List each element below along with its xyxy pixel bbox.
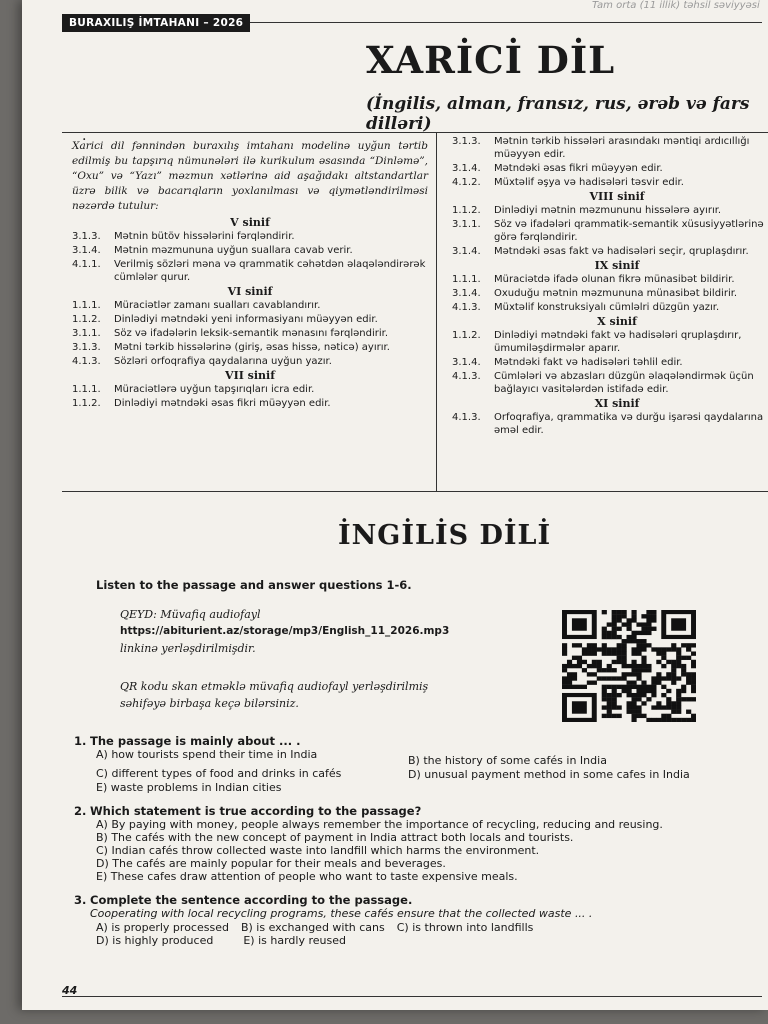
option-a[interactable]: A) how tourists spend their time in India bbox=[96, 748, 318, 761]
page-number: 44 bbox=[62, 984, 78, 997]
option-d[interactable]: D) unusual payment method in some cafes in India bbox=[408, 768, 690, 781]
question-number: 1. bbox=[74, 734, 87, 748]
standard-code: 3.1.4. bbox=[452, 357, 481, 368]
standard-item bbox=[72, 244, 428, 257]
standard-item bbox=[452, 370, 768, 396]
standard-item bbox=[452, 218, 768, 244]
qr-note-line1: QR kodu skan etməklə müvafiq audiofayl yerləşdirilmiş bbox=[120, 680, 429, 693]
option-e[interactable]: E) These cafes draw attention of people who want to taste expensive meals. bbox=[96, 870, 518, 883]
standard-text: Mətnin məzmununa uyğun suallara cavab verir. bbox=[114, 245, 353, 256]
standard-item bbox=[72, 327, 428, 340]
standard-item bbox=[452, 287, 768, 300]
question-1 bbox=[74, 734, 764, 794]
standard-code: 3.1.4. bbox=[452, 163, 481, 174]
standard-item bbox=[452, 273, 768, 286]
standard-text: Dinlədiyi mətndəki yeni informasiyanı müəyyən edir. bbox=[114, 314, 378, 325]
option-e[interactable]: E) waste problems in Indian cities bbox=[96, 781, 282, 794]
standard-text: Dinlədiyi mətnin məzmununu hissələrə ayırır. bbox=[494, 205, 722, 216]
grade-heading: IX sinif bbox=[594, 259, 640, 272]
standard-text: Mətnin bütöv hissələrini fərqləndirir. bbox=[114, 231, 295, 242]
standard-text: Dinlədiyi mətndəki fakt və hadisələri qruplaşdırır, ümumiləşdirmələr aparır. bbox=[494, 330, 742, 354]
standard-text: Mətni tərkib hissələrinə (giriş, əsas hissə, nəticə) ayırır. bbox=[114, 342, 390, 353]
standard-item bbox=[72, 341, 428, 354]
left-grades bbox=[72, 216, 428, 410]
standard-item bbox=[72, 397, 428, 410]
standard-item bbox=[72, 299, 428, 312]
grade-heading: XI sinif bbox=[594, 397, 640, 410]
grade-heading: V sinif bbox=[230, 216, 270, 229]
note-line3: linkinə yerləşdirilmişdir. bbox=[120, 642, 256, 655]
right-grades bbox=[452, 135, 768, 437]
standard-text: Müraciətlərə uyğun tapşırıqları icra edir. bbox=[114, 384, 315, 395]
question-stem: Cooperating with local recycling programs, these cafés ensure that the collected waste ... . bbox=[90, 907, 593, 920]
standard-item bbox=[452, 204, 768, 217]
standard-item bbox=[452, 356, 768, 369]
standard-code: 3.1.3. bbox=[72, 231, 101, 242]
standard-code: 3.1.4. bbox=[72, 245, 101, 256]
standard-item bbox=[452, 245, 768, 258]
listen-instruction: Listen to the passage and answer questions 1-6. bbox=[96, 578, 412, 592]
standard-code: 4.1.2. bbox=[452, 177, 481, 188]
standard-code: 4.1.3. bbox=[452, 371, 481, 382]
page-title: XARİCİ DİL bbox=[366, 38, 616, 82]
intro-paragraph: Xarici dil fənnindən buraxılış imtahanı modelinə uyğun tərtib edilmiş bu tapşırıq nümunələri ilə kurikulum əsasında “Dinləmə”, “Oxu” və “Yazı” məzmun xətlərinə aid aşağıdakı altstandartlar üzrə bilik və bacarıqların yoxlanılması və qiymətləndirilməsi nəzərdə tutulur: bbox=[72, 140, 428, 212]
standard-code: 1.1.2. bbox=[72, 314, 101, 325]
question-number: 3. bbox=[74, 893, 87, 907]
standard-item bbox=[452, 135, 768, 161]
standard-code: 4.1.3. bbox=[72, 356, 101, 367]
option-a[interactable]: A) is properly processed bbox=[96, 921, 229, 934]
standard-item bbox=[452, 162, 768, 175]
question-2 bbox=[74, 804, 764, 883]
option-c[interactable]: C) different types of food and drinks in cafés bbox=[96, 767, 342, 780]
standard-text: Mətndəki əsas fakt və hadisələri seçir, qruplaşdırır. bbox=[494, 246, 749, 257]
question-number: 2. bbox=[74, 804, 87, 818]
footer-rule bbox=[62, 996, 762, 997]
standards-left-column bbox=[72, 139, 428, 411]
standard-item bbox=[72, 230, 428, 243]
grade-heading: VI sinif bbox=[227, 285, 273, 298]
standard-code: 4.1.1. bbox=[72, 259, 101, 270]
standard-code: 3.1.4. bbox=[452, 246, 481, 257]
standard-item bbox=[72, 313, 428, 326]
note-label: QEYD: bbox=[120, 608, 157, 621]
option-d[interactable]: D) The cafés are mainly popular for their meals and beverages. bbox=[96, 857, 446, 870]
standard-code: 4.1.3. bbox=[452, 412, 481, 423]
standard-code: 3.1.3. bbox=[72, 342, 101, 353]
standard-item bbox=[452, 176, 768, 189]
standard-code: 3.1.1. bbox=[72, 328, 101, 339]
question-prompt: Which statement is true according to the passage? bbox=[90, 804, 422, 818]
standards-right-column bbox=[452, 135, 768, 438]
option-c[interactable]: C) is thrown into landfills bbox=[396, 921, 534, 934]
note-line1: Müvafiq audiofayl bbox=[160, 608, 261, 621]
standard-text: Verilmiş sözləri məna və qrammatik cəhətdən əlaqələndirərək cümlələr qurur. bbox=[114, 259, 426, 283]
standard-code: 3.1.4. bbox=[452, 288, 481, 299]
option-d[interactable]: D) is highly produced bbox=[96, 934, 214, 947]
standard-code: 1.1.1. bbox=[72, 384, 101, 395]
grade-heading: VIII sinif bbox=[589, 190, 645, 203]
option-b[interactable]: B) the history of some cafés in India bbox=[408, 754, 607, 767]
standard-item bbox=[72, 355, 428, 368]
standard-text: Dinlədiyi mətndəki əsas fikri müəyyən edir. bbox=[114, 398, 331, 409]
bullet-dot: . bbox=[82, 128, 87, 144]
standard-item bbox=[72, 258, 428, 284]
qr-code-icon[interactable] bbox=[562, 610, 696, 722]
question-prompt: The passage is mainly about ... . bbox=[90, 734, 301, 748]
standard-text: Müxtəlif konstruksiyalı cümləlri düzgün yazır. bbox=[494, 302, 720, 313]
running-head-faint: Tam orta (11 illik) təhsil səviyyəsi bbox=[592, 0, 760, 11]
standard-text: Müraciətdə ifadə olunan fikrə münasibət bildirir. bbox=[494, 274, 735, 285]
standard-text: Mətnin tərkib hissələri arasındakı məntiqi ardıcıllığı müəyyən edir. bbox=[494, 136, 750, 160]
standard-text: Orfoqrafiya, qrammatika və durğu işarəsi qaydalarına əməl edir. bbox=[494, 412, 764, 436]
standard-item bbox=[452, 301, 768, 314]
standard-code: 4.1.3. bbox=[452, 302, 481, 313]
grade-heading: VII sinif bbox=[225, 369, 275, 382]
standard-text: Oxuduğu mətnin məzmununa münasibət bildirir. bbox=[494, 288, 738, 299]
questions-list bbox=[74, 734, 764, 957]
standard-text: Cümlələri və abzasları düzgün əlaqələndirmək üçün bağlayıcı vasitələrdən istifadə edir. bbox=[494, 371, 754, 395]
exam-banner: BURAXILIŞ İMTAHANI – 2026 bbox=[62, 14, 250, 32]
standard-item bbox=[72, 383, 428, 396]
option-c[interactable]: C) Indian cafés throw collected waste into landfill which harms the environment. bbox=[96, 844, 540, 857]
textbook-page bbox=[22, 0, 768, 1010]
question-prompt: Complete the sentence according to the passage. bbox=[90, 893, 413, 907]
standard-text: Sözləri orfoqrafiya qaydalarına uyğun yazır. bbox=[114, 356, 332, 367]
qr-note-line2: səhifəyə birbaşa keçə bilərsiniz. bbox=[120, 697, 299, 710]
option-b[interactable]: B) The cafés with the new concept of payment in India attract both locals and tourists. bbox=[96, 831, 574, 844]
note-block bbox=[120, 606, 449, 657]
standard-text: Mətndəki əsas fikri müəyyən edir. bbox=[494, 163, 663, 174]
standard-code: 1.1.2. bbox=[452, 205, 481, 216]
standard-item bbox=[452, 329, 768, 355]
grade-heading: X sinif bbox=[597, 315, 637, 328]
standard-text: Söz və ifadələrin leksik-semantik mənasını fərqləndirir. bbox=[114, 328, 389, 339]
section-title: İNGİLİS DİLİ bbox=[338, 520, 552, 551]
standard-text: Mətndəki fakt və hadisələri təhlil edir. bbox=[494, 357, 683, 368]
standard-code: 1.1.2. bbox=[72, 398, 101, 409]
standard-code: 3.1.3. bbox=[452, 136, 481, 147]
option-b[interactable]: B) is exchanged with cans bbox=[240, 921, 385, 934]
option-e[interactable]: E) is hardly reused bbox=[243, 934, 346, 947]
question-3 bbox=[74, 893, 764, 947]
standard-code: 1.1.1. bbox=[452, 274, 481, 285]
standard-code: 1.1.1. bbox=[72, 300, 101, 311]
page-subtitle: (İngilis, alman, fransız, rus, ərəb və fars dilləri) bbox=[366, 94, 750, 134]
qr-note bbox=[120, 678, 428, 712]
standard-text: Söz və ifadələri qrammatik-semantik xüsusiyyətlərinə görə fərqləndirir. bbox=[494, 219, 764, 243]
standard-code: 3.1.1. bbox=[452, 219, 481, 230]
standard-item bbox=[452, 411, 768, 437]
standard-text: Müxtəlif əşya və hadisələri təsvir edir. bbox=[494, 177, 684, 188]
standard-code: 1.1.2. bbox=[452, 330, 481, 341]
standards-table bbox=[62, 132, 768, 492]
standard-text: Müraciətlər zamanı sualları cavablandırır. bbox=[114, 300, 321, 311]
audio-link[interactable]: https://abiturient.az/storage/mp3/English_11_2026.mp3 bbox=[120, 625, 450, 637]
option-a[interactable]: A) By paying with money, people always remember the importance of recycling, reducing and reusing. bbox=[96, 818, 663, 831]
column-divider bbox=[436, 133, 437, 491]
